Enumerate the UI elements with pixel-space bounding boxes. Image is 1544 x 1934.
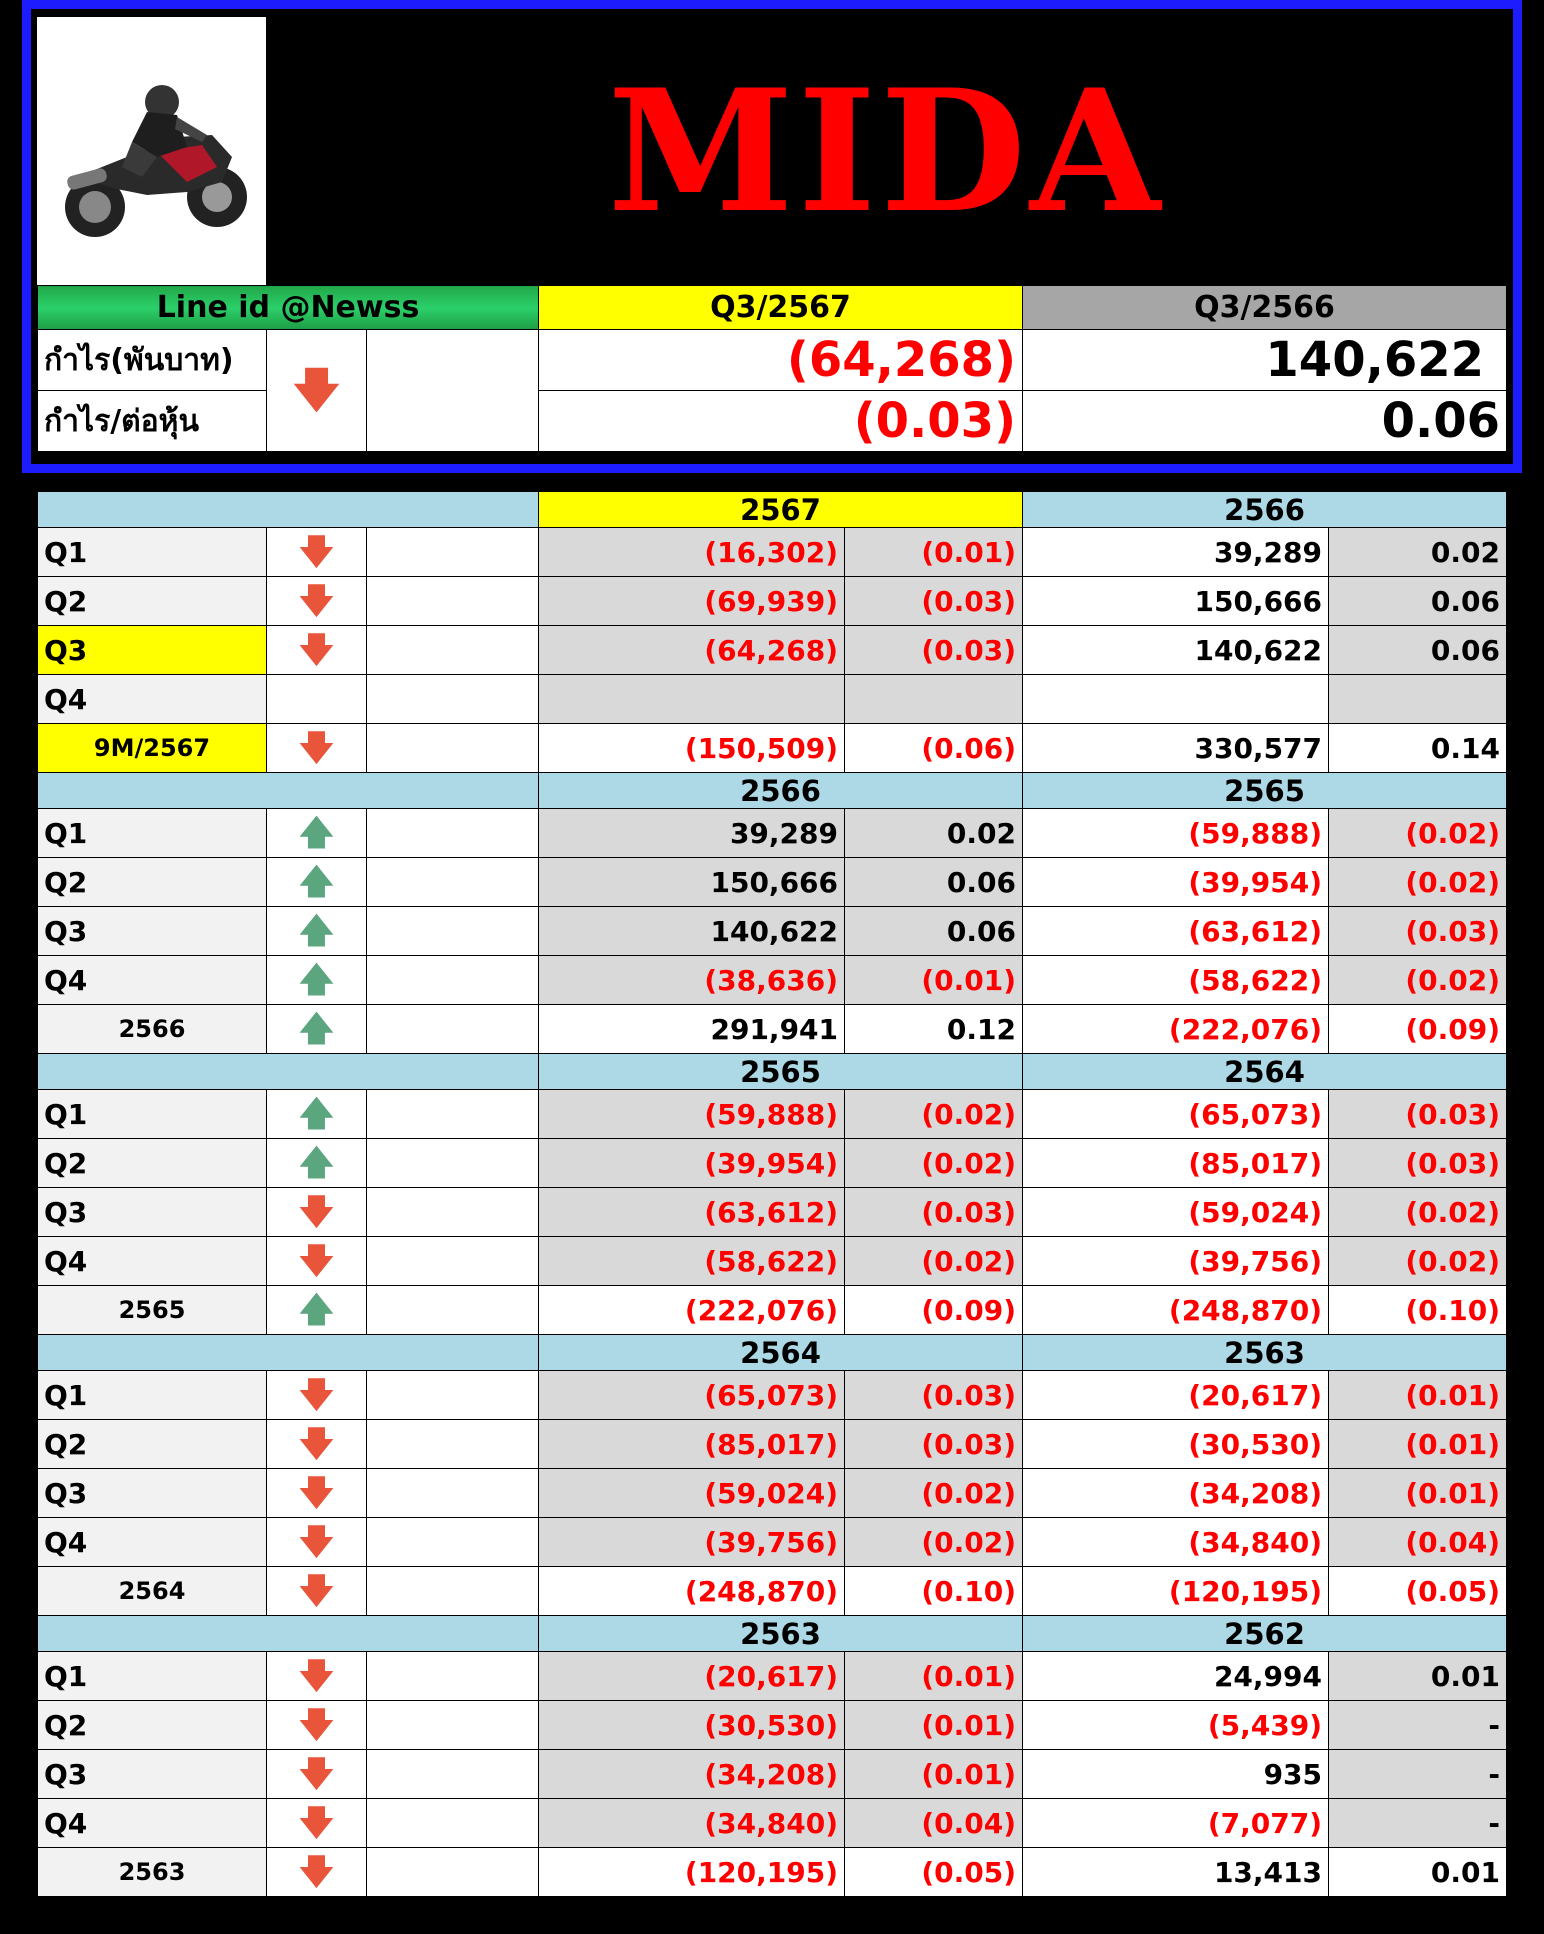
row-label: Q4: [38, 1518, 267, 1567]
year-a-profit: (85,017): [539, 1420, 845, 1469]
row-label: Q3: [38, 1188, 267, 1237]
row-label: Q2: [38, 1420, 267, 1469]
year-b-eps: (0.01): [1329, 1420, 1507, 1469]
table-row: [38, 1750, 1507, 1799]
spacer-cell: [367, 809, 539, 858]
year-b-header: 2563: [1023, 1335, 1507, 1371]
row-label: Q1: [38, 1652, 267, 1701]
row-label: Q2: [38, 577, 267, 626]
spacer-cell: [367, 1848, 539, 1897]
year-b-profit: (39,954): [1023, 858, 1329, 907]
year-a-eps: (0.01): [845, 1750, 1023, 1799]
year-b-eps: (0.05): [1329, 1567, 1507, 1616]
year-a-eps: 0.02: [845, 809, 1023, 858]
year-a-profit: (222,076): [539, 1286, 845, 1335]
year-b-eps: (0.02): [1329, 1237, 1507, 1286]
year-b-eps: 0.14: [1329, 724, 1507, 773]
year-b-eps: 0.01: [1329, 1652, 1507, 1701]
table-row: [38, 626, 1507, 675]
summary-eps-previous: 0.06: [1023, 391, 1507, 452]
row-label: 9M/2567: [38, 724, 267, 773]
trend-cell: [267, 1090, 367, 1139]
trend-cell: [267, 528, 367, 577]
year-a-profit: 150,666: [539, 858, 845, 907]
spacer-cell: [367, 907, 539, 956]
year-header-row: [38, 773, 1507, 809]
year-a-eps: (0.10): [845, 1567, 1023, 1616]
year-b-eps: -: [1329, 1701, 1507, 1750]
trend-cell: [267, 1005, 367, 1054]
year-b-eps: (0.02): [1329, 956, 1507, 1005]
trend-cell: [267, 1420, 367, 1469]
page-title: MIDA: [607, 52, 1165, 250]
year-a-header: 2565: [539, 1054, 1023, 1090]
year-b-profit: (222,076): [1023, 1005, 1329, 1054]
year-b-profit: (65,073): [1023, 1090, 1329, 1139]
year-a-profit: (34,208): [539, 1750, 845, 1799]
year-b-profit: [1023, 675, 1329, 724]
year-header-blank: [38, 1054, 539, 1090]
year-b-profit: (30,530): [1023, 1420, 1329, 1469]
row-label: Q4: [38, 675, 267, 724]
table-row: [38, 675, 1507, 724]
year-b-profit: (63,612): [1023, 907, 1329, 956]
arrow-up-icon: 🡅: [299, 812, 334, 853]
history-table: [37, 491, 1507, 1897]
table-row: [38, 1420, 1507, 1469]
year-a-profit: (64,268): [539, 626, 845, 675]
year-b-eps: (0.09): [1329, 1005, 1507, 1054]
year-b-eps: 0.06: [1329, 577, 1507, 626]
trend-cell: [267, 1188, 367, 1237]
summary-col-previous: Q3/2566: [1023, 286, 1507, 330]
arrow-down-icon: 🡇: [299, 1472, 334, 1513]
year-a-eps: (0.03): [845, 1188, 1023, 1237]
spacer-cell: [367, 528, 539, 577]
table-row: [38, 528, 1507, 577]
year-b-eps: (0.10): [1329, 1286, 1507, 1335]
year-a-profit: 291,941: [539, 1005, 845, 1054]
table-row: [38, 1188, 1507, 1237]
table-row: [38, 1799, 1507, 1848]
year-a-eps: (0.02): [845, 1237, 1023, 1286]
year-a-profit: (39,954): [539, 1139, 845, 1188]
row-label: Q2: [38, 858, 267, 907]
year-b-profit: (39,756): [1023, 1237, 1329, 1286]
year-a-profit: (59,024): [539, 1469, 845, 1518]
arrow-up-icon: 🡅: [299, 1008, 334, 1049]
trend-cell: [267, 1518, 367, 1567]
year-b-profit: 13,413: [1023, 1848, 1329, 1897]
year-b-header: 2566: [1023, 492, 1507, 528]
arrow-down-icon: 🡇: [299, 1802, 334, 1843]
year-a-eps: (0.02): [845, 1469, 1023, 1518]
spacer-cell: [367, 675, 539, 724]
row-label: 2564: [38, 1567, 267, 1616]
year-a-eps: (0.01): [845, 1701, 1023, 1750]
row-label: Q3: [38, 1750, 267, 1799]
year-a-eps: 0.12: [845, 1005, 1023, 1054]
table-row: [38, 1139, 1507, 1188]
year-a-eps: (0.03): [845, 1420, 1023, 1469]
arrow-down-icon: 🡇: [299, 727, 334, 768]
line-id-label: Line id @Newss: [38, 286, 539, 330]
table-row: [38, 858, 1507, 907]
summary-profit-previous: 140,622: [1023, 330, 1507, 391]
trend-cell: [267, 1567, 367, 1616]
spacer-cell: [367, 858, 539, 907]
trend-cell: [267, 1799, 367, 1848]
spacer-cell: [367, 626, 539, 675]
year-b-profit: (59,888): [1023, 809, 1329, 858]
arrow-down-icon: 🡇: [299, 1521, 334, 1562]
year-b-profit: (58,622): [1023, 956, 1329, 1005]
year-a-profit: (16,302): [539, 528, 845, 577]
year-a-profit: (65,073): [539, 1371, 845, 1420]
table-row: [38, 1652, 1507, 1701]
spacer-cell: [367, 956, 539, 1005]
arrow-down-icon: 🡇: [299, 580, 334, 621]
spacer-cell: [367, 1701, 539, 1750]
spacer-cell: [367, 1371, 539, 1420]
year-b-eps: -: [1329, 1799, 1507, 1848]
year-a-profit: 39,289: [539, 809, 845, 858]
year-a-profit: (39,756): [539, 1518, 845, 1567]
year-a-eps: (0.02): [845, 1139, 1023, 1188]
year-b-profit: 39,289: [1023, 528, 1329, 577]
arrow-down-icon: 🡇: [299, 1374, 334, 1415]
year-a-eps: (0.09): [845, 1286, 1023, 1335]
year-b-eps: (0.02): [1329, 1188, 1507, 1237]
arrow-down-icon: 🡇: [299, 1570, 334, 1611]
row-label: Q3: [38, 626, 267, 675]
year-a-eps: 0.06: [845, 858, 1023, 907]
table-row: [38, 1090, 1507, 1139]
year-a-eps: (0.01): [845, 1652, 1023, 1701]
year-a-eps: (0.03): [845, 626, 1023, 675]
spacer-cell: [367, 1090, 539, 1139]
row-label: Q4: [38, 1237, 267, 1286]
year-a-header: 2566: [539, 773, 1023, 809]
year-header-blank: [38, 1616, 539, 1652]
table-row: [38, 577, 1507, 626]
trend-cell: [267, 1286, 367, 1335]
year-b-eps: [1329, 675, 1507, 724]
year-a-profit: (59,888): [539, 1090, 845, 1139]
trend-cell: [267, 1652, 367, 1701]
summary-col-current: Q3/2567: [539, 286, 1023, 330]
year-header-row: [38, 1054, 1507, 1090]
trend-cell: [267, 1848, 367, 1897]
motorcycle-logo: [37, 17, 266, 285]
row-label: Q1: [38, 528, 267, 577]
year-b-header: 2565: [1023, 773, 1507, 809]
table-row: [38, 1237, 1507, 1286]
table-row: [38, 1567, 1507, 1616]
year-a-profit: (248,870): [539, 1567, 845, 1616]
trend-cell: [267, 675, 367, 724]
spacer-cell: [367, 1188, 539, 1237]
summary-eps-current: (0.03): [539, 391, 1023, 452]
year-a-header: 2563: [539, 1616, 1023, 1652]
spacer-cell: [367, 1286, 539, 1335]
summary-label-eps: กำไร/ต่อหุ้น: [38, 391, 267, 452]
year-a-profit: (120,195): [539, 1848, 845, 1897]
summary-label-profit: กำไร(พันบาท): [38, 330, 267, 391]
arrow-up-icon: 🡅: [299, 959, 334, 1000]
row-label: Q1: [38, 1090, 267, 1139]
trend-cell: [267, 1139, 367, 1188]
table-row: [38, 1701, 1507, 1750]
year-b-eps: (0.01): [1329, 1371, 1507, 1420]
year-b-eps: (0.03): [1329, 907, 1507, 956]
year-b-eps: (0.03): [1329, 1090, 1507, 1139]
year-a-profit: 140,622: [539, 907, 845, 956]
spacer-cell: [367, 1518, 539, 1567]
row-label: 2565: [38, 1286, 267, 1335]
table-row: [38, 1518, 1507, 1567]
spacer-cell: [367, 1799, 539, 1848]
year-a-eps: (0.02): [845, 1090, 1023, 1139]
summary-table: [37, 285, 1507, 452]
trend-cell: [267, 1469, 367, 1518]
trend-cell: [267, 1371, 367, 1420]
year-a-eps: (0.03): [845, 577, 1023, 626]
year-b-profit: 330,577: [1023, 724, 1329, 773]
spacer-cell: [367, 577, 539, 626]
year-a-eps: (0.03): [845, 1371, 1023, 1420]
arrow-up-icon: 🡅: [299, 1142, 334, 1183]
arrow-down-icon: 🡇: [299, 1240, 334, 1281]
arrow-down-icon: 🡇: [299, 629, 334, 670]
year-a-profit: [539, 675, 845, 724]
trend-cell: [267, 1750, 367, 1799]
row-label: Q1: [38, 1371, 267, 1420]
year-b-profit: (34,840): [1023, 1518, 1329, 1567]
year-a-header: 2567: [539, 492, 1023, 528]
spacer-cell: [367, 1652, 539, 1701]
arrow-down-icon: 🡇: [299, 1704, 334, 1745]
spacer-cell: [367, 1237, 539, 1286]
year-a-profit: (30,530): [539, 1701, 845, 1750]
year-a-eps: (0.04): [845, 1799, 1023, 1848]
year-a-eps: (0.06): [845, 724, 1023, 773]
summary-trend: [267, 330, 367, 452]
motorcycle-icon: [37, 17, 266, 285]
year-b-profit: 935: [1023, 1750, 1329, 1799]
year-b-eps: (0.01): [1329, 1469, 1507, 1518]
summary-spacer: [367, 330, 539, 452]
year-a-eps: (0.05): [845, 1848, 1023, 1897]
trend-cell: [267, 1237, 367, 1286]
arrow-down-icon: 🡇: [299, 1655, 334, 1696]
spacer-cell: [367, 724, 539, 773]
year-b-header: 2562: [1023, 1616, 1507, 1652]
table-row: [38, 1005, 1507, 1054]
year-a-profit: (58,622): [539, 1237, 845, 1286]
arrow-up-icon: 🡅: [299, 861, 334, 902]
year-b-eps: 0.01: [1329, 1848, 1507, 1897]
table-row: [38, 724, 1507, 773]
row-label: Q3: [38, 1469, 267, 1518]
year-a-profit: (150,509): [539, 724, 845, 773]
year-a-profit: (63,612): [539, 1188, 845, 1237]
year-b-profit: 150,666: [1023, 577, 1329, 626]
arrow-down-icon: 🡇: [292, 363, 341, 417]
table-row: [38, 907, 1507, 956]
trend-cell: [267, 809, 367, 858]
arrow-down-icon: 🡇: [299, 1753, 334, 1794]
year-b-eps: -: [1329, 1750, 1507, 1799]
trend-cell: [267, 858, 367, 907]
year-b-eps: (0.02): [1329, 809, 1507, 858]
row-label: Q4: [38, 1799, 267, 1848]
table-row: [38, 809, 1507, 858]
arrow-up-icon: 🡅: [299, 1093, 334, 1134]
trend-cell: [267, 626, 367, 675]
year-b-profit: (34,208): [1023, 1469, 1329, 1518]
year-a-header: 2564: [539, 1335, 1023, 1371]
spacer-cell: [367, 1420, 539, 1469]
arrow-down-icon: 🡇: [299, 1423, 334, 1464]
spacer-cell: [367, 1005, 539, 1054]
year-a-eps: [845, 675, 1023, 724]
year-a-eps: 0.06: [845, 907, 1023, 956]
table-row: [38, 1848, 1507, 1897]
year-header-row: [38, 1616, 1507, 1652]
year-header-blank: [38, 492, 539, 528]
arrow-down-icon: 🡇: [299, 1851, 334, 1892]
year-a-profit: (38,636): [539, 956, 845, 1005]
arrow-down-icon: 🡇: [299, 1191, 334, 1232]
year-a-eps: (0.01): [845, 956, 1023, 1005]
year-a-profit: (34,840): [539, 1799, 845, 1848]
year-b-profit: (248,870): [1023, 1286, 1329, 1335]
year-b-profit: (59,024): [1023, 1188, 1329, 1237]
year-b-profit: (20,617): [1023, 1371, 1329, 1420]
year-b-profit: 24,994: [1023, 1652, 1329, 1701]
year-b-header: 2564: [1023, 1054, 1507, 1090]
row-label: Q1: [38, 809, 267, 858]
year-a-eps: (0.02): [845, 1518, 1023, 1567]
arrow-down-icon: 🡇: [299, 531, 334, 572]
year-a-eps: (0.01): [845, 528, 1023, 577]
spacer-cell: [367, 1469, 539, 1518]
year-b-eps: 0.06: [1329, 626, 1507, 675]
year-b-eps: (0.03): [1329, 1139, 1507, 1188]
spacer-cell: [367, 1139, 539, 1188]
arrow-up-icon: 🡅: [299, 1289, 334, 1330]
year-b-eps: 0.02: [1329, 528, 1507, 577]
year-b-eps: (0.04): [1329, 1518, 1507, 1567]
year-header-blank: [38, 1335, 539, 1371]
row-label: Q2: [38, 1701, 267, 1750]
row-label: 2566: [38, 1005, 267, 1054]
row-label: 2563: [38, 1848, 267, 1897]
year-a-profit: (69,939): [539, 577, 845, 626]
table-row: [38, 956, 1507, 1005]
arrow-up-icon: 🡅: [299, 910, 334, 951]
trend-cell: [267, 577, 367, 626]
year-header-blank: [38, 773, 539, 809]
trend-cell: [267, 1701, 367, 1750]
year-b-eps: (0.02): [1329, 858, 1507, 907]
year-header-row: [38, 1335, 1507, 1371]
year-b-profit: (85,017): [1023, 1139, 1329, 1188]
trend-cell: [267, 956, 367, 1005]
year-b-profit: (5,439): [1023, 1701, 1329, 1750]
table-row: [38, 1371, 1507, 1420]
trend-cell: [267, 907, 367, 956]
year-header-row: [38, 492, 1507, 528]
year-a-profit: (20,617): [539, 1652, 845, 1701]
year-b-profit: (120,195): [1023, 1567, 1329, 1616]
spacer-cell: [367, 1567, 539, 1616]
row-label: Q2: [38, 1139, 267, 1188]
trend-cell: [267, 724, 367, 773]
row-label: Q4: [38, 956, 267, 1005]
summary-profit-current: (64,268): [539, 330, 1023, 391]
spacer-cell: [367, 1750, 539, 1799]
year-b-profit: (7,077): [1023, 1799, 1329, 1848]
table-row: [38, 1469, 1507, 1518]
row-label: Q3: [38, 907, 267, 956]
table-row: [38, 1286, 1507, 1335]
year-b-profit: 140,622: [1023, 626, 1329, 675]
